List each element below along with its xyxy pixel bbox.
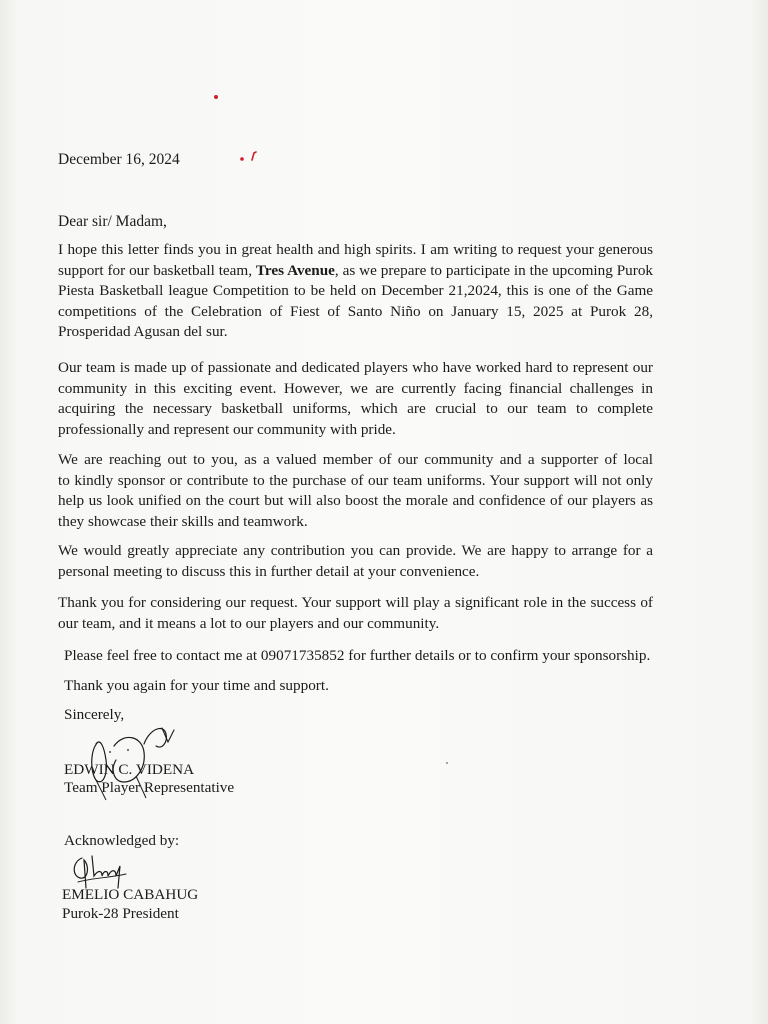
salutation: Dear sir/ Madam, — [58, 213, 167, 230]
letter-date: December 16, 2024 — [58, 151, 180, 168]
paragraph-text: support for our basketball team, — [58, 261, 256, 279]
paragraph-team — [58, 358, 653, 440]
paragraph-line: to kindly sponsor or contribute to the purchase of our team uniforms. Your support will not only — [58, 471, 653, 489]
sender-title: Team Player Representative — [64, 779, 235, 796]
acknowledger-title: Purok-28 President — [62, 905, 179, 922]
closing: Sincerely, — [64, 706, 125, 723]
paragraph-line: help us look unified on the court but will also boost the morale and confidence of our players as — [58, 492, 653, 510]
paragraph-closing-thanks: Thank you again for your time and support. — [64, 677, 329, 694]
paragraph-line: competitions of the Celebration of Fiest of Santo Niño on January 15, 2025 at Purok 28, — [58, 302, 653, 320]
acknowledged-label: Acknowledged by: — [64, 832, 180, 849]
paragraph-line: We would greatly appreciate any contribution you can provide. We are happy to arrange for a — [58, 542, 653, 559]
red-ink-dot — [214, 95, 218, 99]
paragraph-line: We are reaching out to you, as a valued member of our community and a supporter of local — [58, 451, 653, 468]
paragraph-line: I hope this letter finds you in great health and high spirits. I am writing to request your generous — [58, 241, 653, 258]
paragraph-contribution — [58, 541, 653, 582]
paragraph-text: , as we prepare to participate in the upcoming Purok — [334, 261, 653, 279]
paragraph-sponsor — [58, 450, 653, 532]
red-ink-marks — [238, 150, 262, 164]
paragraph-line: they showcase their skills and teamwork. — [58, 512, 308, 530]
paragraph-line: personal meeting to discuss this in further detail at your convenience. — [58, 562, 480, 580]
paragraph-line: professionally and represent our community with pride. — [58, 420, 396, 438]
scan-speck — [446, 762, 448, 764]
paragraph-contact: Please feel free to contact me at 09071735852 for further details or to confirm your sponsorship. — [64, 647, 651, 664]
paragraph-line: Piesta Basketball league Competition to be held on December 21,2024, this is one of the Game — [58, 282, 653, 300]
team-name: Tres Avenue — [255, 261, 335, 279]
paragraph-line — [58, 261, 653, 282]
acknowledger-name: EMELIO CABAHUG — [62, 886, 199, 903]
paragraph-line: Our team is made up of passionate and dedicated players who have worked hard to represent our — [58, 359, 653, 376]
paragraph-line: our team, and it means a lot to our players and our community. — [58, 614, 440, 632]
paragraph-thanks — [58, 593, 653, 634]
paragraph-request — [58, 240, 653, 343]
sender-name: EDWIN C. VIDENA — [64, 761, 195, 778]
paragraph-line: Prosperidad Agusan del sur. — [58, 323, 228, 341]
paragraph-line: community in this exciting event. However, we are currently facing financial challenges in — [58, 379, 653, 397]
paragraph-line: acquiring the necessary basketball uniforms, which are crucial to our team to complete — [58, 400, 653, 418]
paragraph-line: Thank you for considering our request. Your support will play a significant role in the success of — [58, 594, 653, 611]
